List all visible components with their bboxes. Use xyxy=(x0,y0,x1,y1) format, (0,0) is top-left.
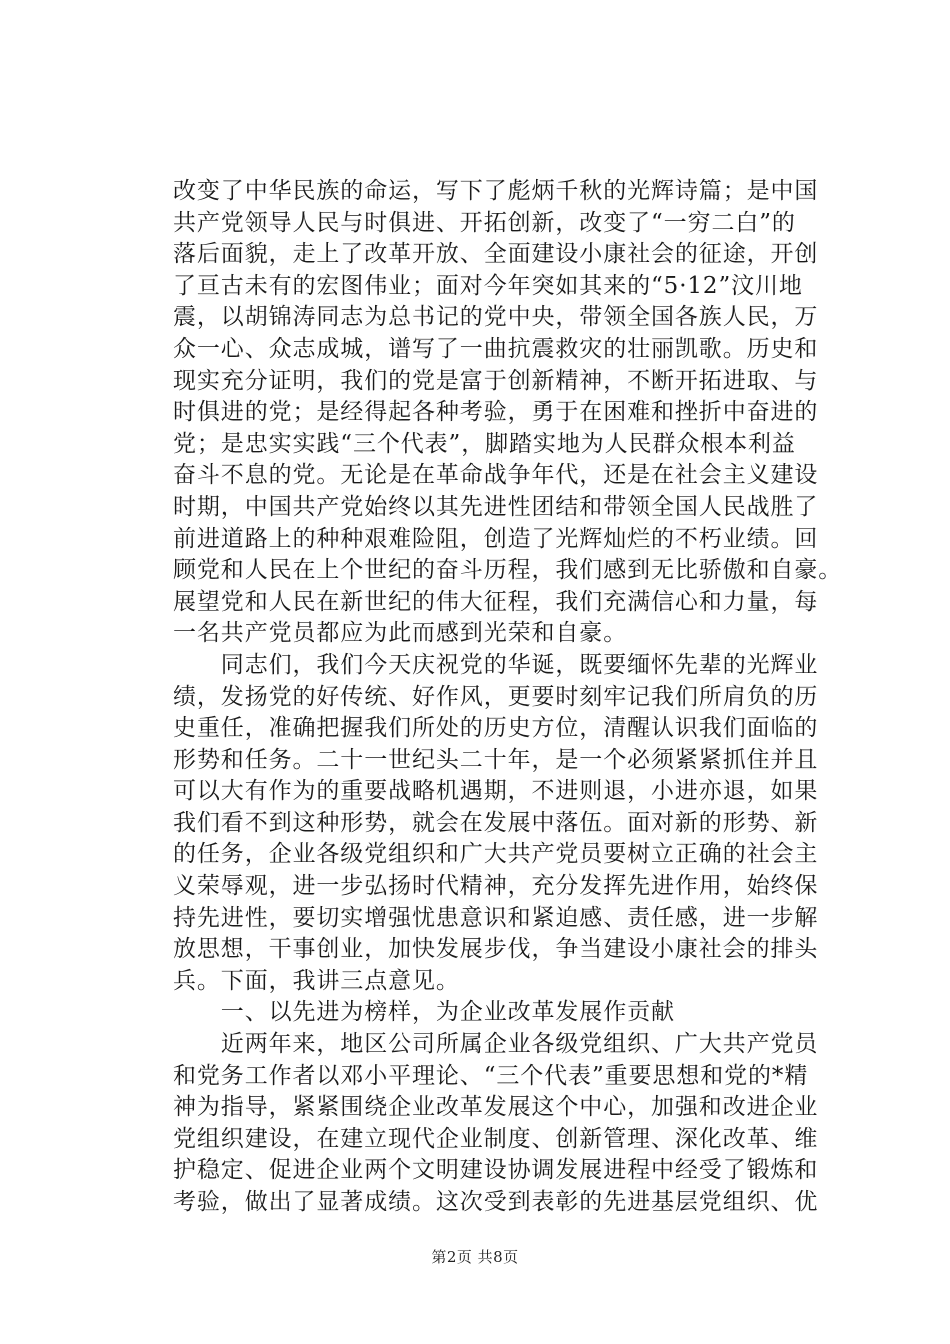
text-line: 的任务，企业各级党组织和广大共产党员要树立正确的社会主 xyxy=(173,841,819,868)
text-line: 众一心、众志成城，谱写了一曲抗震救灾的壮丽凯歌。历史和 xyxy=(173,335,819,362)
text-line: 考验，做出了显著成绩。这次受到表彰的先进基层党组织、优 xyxy=(173,1189,819,1215)
text-line: 了亘古未有的宏图伟业；面对今年突如其来的“5·12”汶川地 xyxy=(173,272,803,299)
text-line: 神为指导，紧紧围绕企业改革发展这个中心，加强和改进企业 xyxy=(173,1094,819,1121)
text-line: 持先进性，要切实增强忧患意识和紧迫感、责任感，进一步解 xyxy=(173,904,819,931)
text-line: 落后面貌，走上了改革开放、全面建设小康社会的征途，开创 xyxy=(173,241,819,268)
text-line: 兵。下面，我讲三点意见。 xyxy=(173,967,460,994)
text-line: 近两年来，地区公司所属企业各级党组织、广大共产党员 xyxy=(173,1031,819,1058)
text-line: 护稳定、促进企业两个文明建设协调发展进程中经受了锻炼和 xyxy=(173,1157,819,1184)
text-line: 一名共产党员都应为此而感到光荣和自豪。 xyxy=(173,620,628,647)
text-line: 党组织建设，在建立现代企业制度、创新管理、深化改革、维 xyxy=(173,1125,819,1152)
text-line: 党；是忠实实践“三个代表”，脚踏实地为人民群众根本利益 xyxy=(173,430,796,457)
text-line: 展望党和人民在新世纪的伟大征程，我们充满信心和力量，每 xyxy=(173,588,819,615)
text-line: 顾党和人民在上个世纪的奋斗历程，我们感到无比骄傲和自豪。 xyxy=(173,557,843,584)
text-line: 史重任，准确把握我们所处的历史方位，清醒认识我们面临的 xyxy=(173,715,819,742)
text-line: 义荣辱观，进一步弘扬时代精神，充分发挥先进作用，始终保 xyxy=(173,873,819,900)
text-line: 绩，发扬党的好传统、好作风，更要时刻牢记我们所肩负的历 xyxy=(173,683,819,710)
text-line: 改变了中华民族的命运，写下了彪炳千秋的光辉诗篇；是中国 xyxy=(173,178,819,204)
text-line: 震，以胡锦涛同志为总书记的党中央，带领全国各族人民，万 xyxy=(173,304,819,331)
text-line: 一、以先进为榜样，为企业改革发展作贡献 xyxy=(173,999,675,1026)
text-line: 时期，中国共产党始终以其先进性团结和带领全国人民战胜了 xyxy=(173,493,819,520)
page-footer: 第2页 共8页 xyxy=(431,1248,519,1266)
text-line: 形势和任务。二十一世纪头二十年，是一个必须紧紧抓住并且 xyxy=(173,746,819,773)
text-line: 奋斗不息的党。无论是在革命战争年代，还是在社会主义建设 xyxy=(173,462,819,489)
text-line: 和党务工作者以邓小平理论、“三个代表”重要思想和党的*精 xyxy=(173,1062,809,1089)
text-line: 同志们，我们今天庆祝党的华诞，既要缅怀先辈的光辉业 xyxy=(173,651,819,678)
text-line: 可以大有作为的重要战略机遇期，不进则退，小进亦退，如果 xyxy=(173,778,819,805)
text-line: 时俱进的党；是经得起各种考验，勇于在困难和挫折中奋进的 xyxy=(173,399,819,426)
text-line: 前进道路上的种种艰难险阻，创造了光辉灿烂的不朽业绩。回 xyxy=(173,525,819,552)
text-line: 现实充分证明，我们的党是富于创新精神，不断开拓进取、与 xyxy=(173,367,819,394)
body-text xyxy=(173,176,863,1219)
text-line: 共产党领导人民与时俱进、开拓创新，改变了“一穷二白”的 xyxy=(173,209,796,236)
text-line: 我们看不到这种形势，就会在发展中落伍。面对新的形势、新 xyxy=(173,809,819,836)
text-line: 放思想，干事创业，加快发展步伐，争当建设小康社会的排头 xyxy=(173,936,819,963)
